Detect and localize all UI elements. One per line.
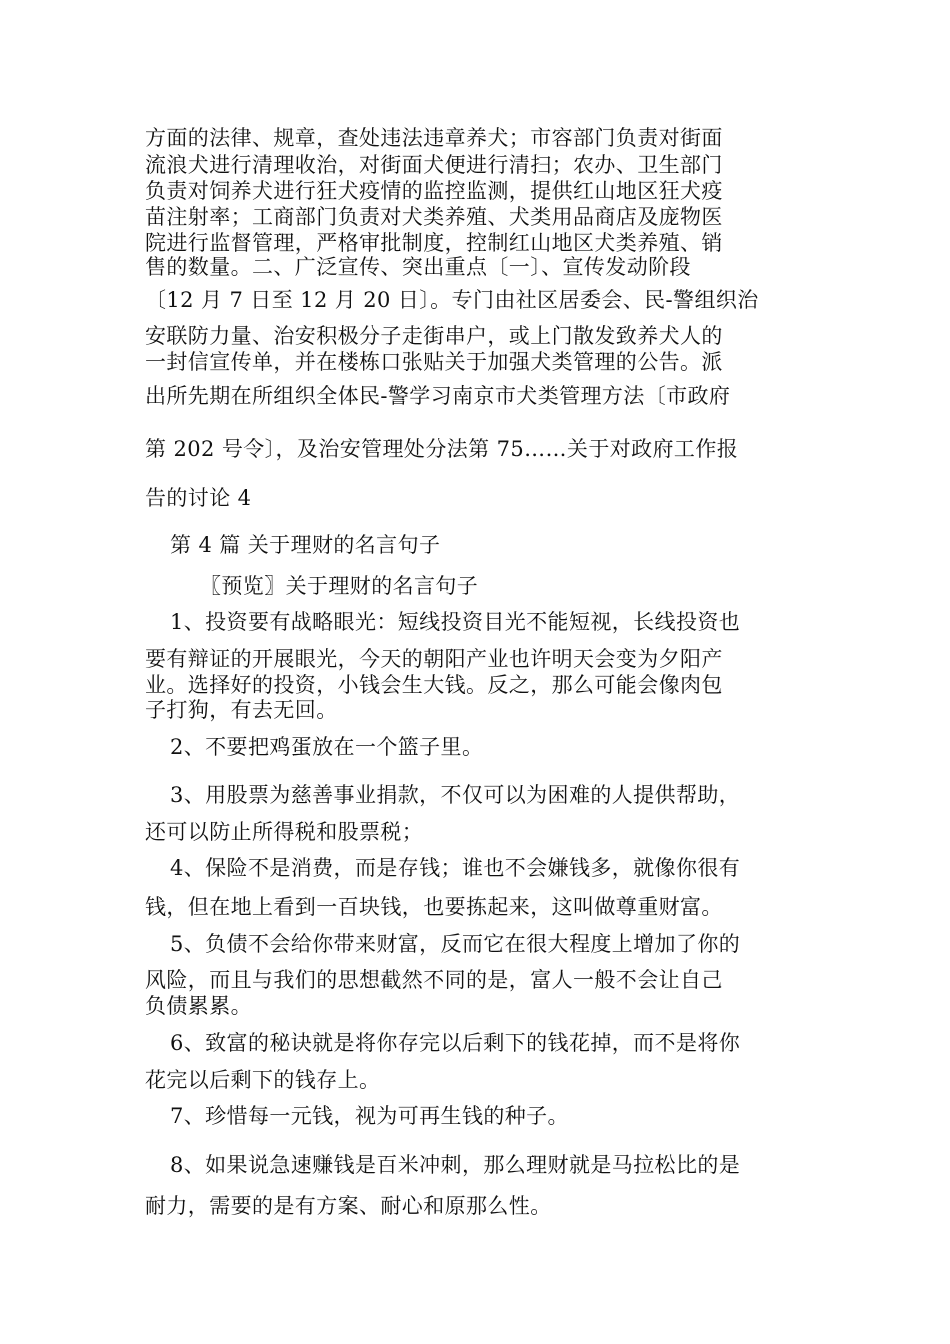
text-line: 方面的法律、规章，查处违法违章养犬；市容部门负责对街面 bbox=[145, 126, 723, 150]
text-line: 〔12 月 7 日至 12 月 20 日〕。专门由社区居委会、民-警组织治 bbox=[145, 288, 759, 312]
text-line: 负债累累。 bbox=[145, 994, 252, 1018]
text-line: 告的讨论 4 bbox=[145, 486, 252, 510]
list-item: 6、致富的秘诀就是将你存完以后剩下的钱花掉，而不是将你 bbox=[170, 1031, 741, 1055]
list-item: 2、不要把鸡蛋放在一个篮子里。 bbox=[170, 735, 484, 759]
preview-heading: 〖预览〗关于理财的名言句子 bbox=[200, 574, 479, 598]
list-item: 4、保险不是消费，而是存钱；谁也不会嫌钱多，就像你很有 bbox=[170, 856, 741, 880]
text-line: 一封信宣传单，并在楼栋口张贴关于加强犬类管理的公告。派 bbox=[145, 350, 723, 374]
list-item: 5、负债不会给你带来财富，反而它在很大程度上增加了你的 bbox=[170, 932, 741, 956]
text-line: 出所先期在所组织全体民-警学习南京市犬类管理方法〔市政府 bbox=[145, 384, 731, 408]
text-line: 院进行监督管理，严格审批制度，控制红山地区犬类养殖、销 bbox=[145, 231, 723, 255]
text-line: 售的数量。二、广泛宣传、突出重点〔一〕、宣传发动阶段 bbox=[145, 255, 691, 279]
list-item: 8、如果说急速赚钱是百米冲刺，那么理财就是马拉松比的是 bbox=[170, 1153, 741, 1177]
text-line: 要有辩证的开展眼光，今天的朝阳产业也许明天会变为夕阳产 bbox=[145, 647, 723, 671]
text-line: 风险，而且与我们的思想截然不同的是，富人一般不会让自己 bbox=[145, 968, 723, 992]
text-line: 负责对饲养犬进行狂犬疫情的监控监测，提供红山地区狂犬疫 bbox=[145, 179, 723, 203]
text-line: 耐力，需要的是有方案、耐心和原那么性。 bbox=[145, 1194, 552, 1218]
text-line: 流浪犬进行清理收治，对街面犬便进行清扫；农办、卫生部门 bbox=[145, 153, 723, 177]
text-line: 钱，但在地上看到一百块钱，也要拣起来，这叫做尊重财富。 bbox=[145, 895, 723, 919]
section-heading: 第 4 篇 关于理财的名言句子 bbox=[170, 533, 441, 557]
text-line: 花完以后剩下的钱存上。 bbox=[145, 1068, 381, 1092]
text-line: 还可以防止所得税和股票税； bbox=[145, 820, 424, 844]
text-line: 子打狗，有去无回。 bbox=[145, 698, 338, 722]
text-line: 第 202 号令〕，及治安管理处分法第 75……关于对政府工作报 bbox=[145, 437, 739, 461]
list-item: 3、用股票为慈善事业捐款，不仅可以为困难的人提供帮助， bbox=[170, 783, 741, 807]
text-line: 业。选择好的投资，小钱会生大钱。反之，那么可能会像肉包 bbox=[145, 673, 723, 697]
text-line: 苗注射率；工商部门负责对犬类养殖、犬类用品商店及庞物医 bbox=[145, 205, 723, 229]
list-item: 7、珍惜每一元钱，视为可再生钱的种子。 bbox=[170, 1104, 569, 1128]
list-item: 1、投资要有战略眼光：短线投资目光不能短视，长线投资也 bbox=[170, 610, 741, 634]
text-line: 安联防力量、治安积极分子走街串户，或上门散发致养犬人的 bbox=[145, 324, 723, 348]
